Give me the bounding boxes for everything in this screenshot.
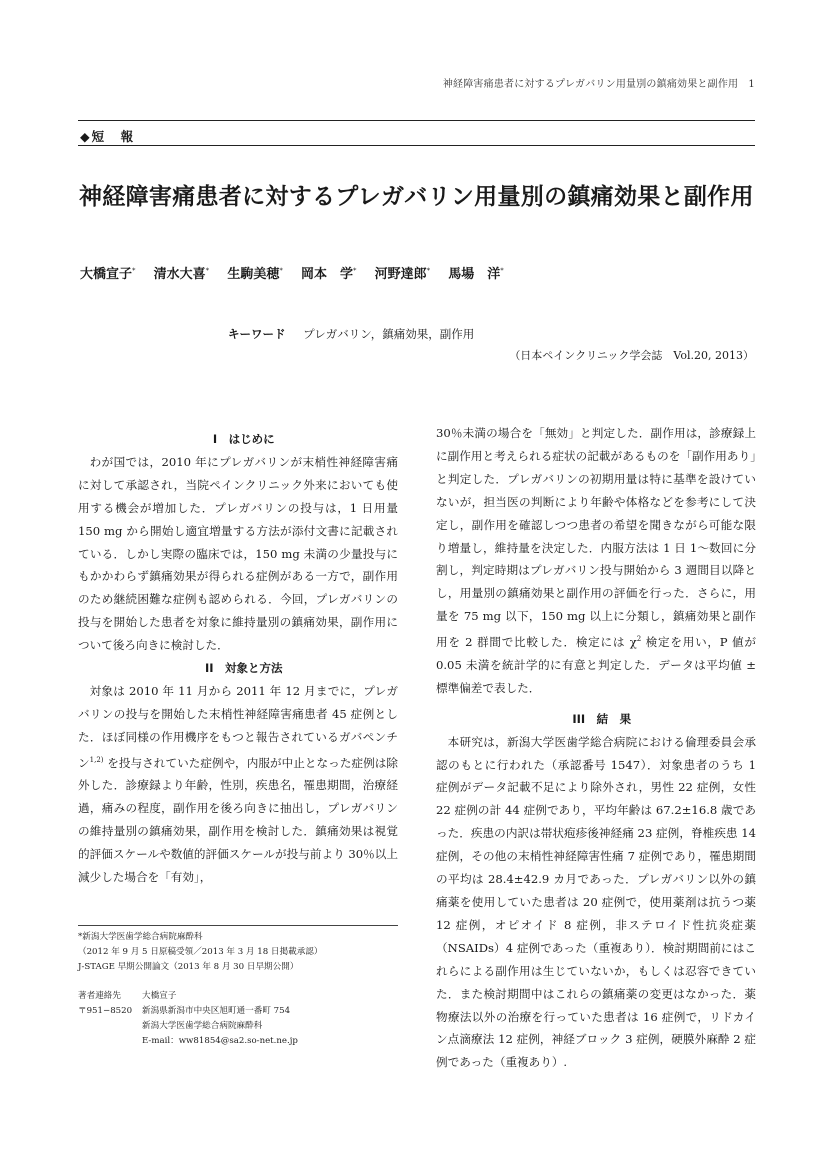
intro-paragraph: わが国では，2010 年にプレガバリンが末梢性神経障害痛に対して承認され，当院ペインクリニック外来においても使用する機会が増加した．プレガバリンの投与は，1 日用量 150 mg から開始し適宜増量する方法が添付文書に記載されている．しかし実際の臨床では，150 mg 未満の少量投与にもかかわらず鎮痛効果が得られる症例がある一方で，副作用のため継続困難な症例も認められる．今回，プレガバリンの投与を開始した患者を対象に維持量別の鎮痛効果，副作用について後ろ向きに検討した．: [78, 454, 398, 653]
contact-label: 著者連絡先: [78, 991, 121, 1001]
journal-citation: （日本ペインクリニック学会誌 Vol.20, 2013）: [509, 349, 754, 362]
section-heading-methods: II 対象と方法: [204, 661, 283, 676]
contact-address: 新潟県新潟市中央区旭町通一番町 754: [142, 1006, 291, 1016]
methods-paragraph-part1: 対象は 2010 年 11 月から 2011 年 12 月までに，プレガバリンの投与を開始した末梢性神経障害痛患者 45 症例とした．ほぼ同様の作用機序をもつと報告されているガバペンチン$^{1,2)}$ を投与されていた症例や，内服が中止となった症例は除外した．診療録より年齢，性別，疾患名，罹患期間，治療経過，痛みの程度，副作用を後ろ向きに抽出し，プレガバリンの維持量別の鎮痛効果，副作用を検討した．鎮痛効果は視覚的評価スケールや数値的評価スケールが投与前より 30％以上減少した場合を「有効」，: [78, 683, 398, 885]
footnotes: [78, 930, 408, 975]
section-heading-introduction: I はじめに: [212, 432, 275, 446]
author-list: [80, 263, 518, 282]
article-title: 神経障害痛患者に対するプレガバリン用量別の鎮痛効果と副作用: [79, 184, 754, 210]
author: 馬場 洋*: [448, 266, 504, 282]
author: 清水大喜*: [153, 266, 210, 282]
keywords-label: キーワード: [228, 327, 286, 341]
section-rule: [78, 145, 755, 146]
left-column: [78, 428, 398, 889]
keywords-text: プレガバリン，鎮痛効果，副作用: [303, 327, 475, 341]
running-head: 神経障害痛患者に対するプレガバリン用量別の鎮痛効果と副作用 1: [442, 79, 755, 90]
received-note: （2012 年 9 月 5 日原稿受領／2013 年 3 月 18 日掲載承認）: [78, 947, 323, 957]
contact-email: E-mail：ww81854@sa2.so-net.ne.jp: [142, 1036, 298, 1046]
right-column: [436, 422, 756, 1074]
keywords: [228, 326, 474, 342]
jstage-note: J-STAGE 早期公開論文（2013 年 8 月 30 日早期公開）: [78, 962, 299, 972]
contact-dept: 新潟大学医歯学総合病院麻酔科: [142, 1021, 263, 1031]
top-rule: [78, 120, 755, 121]
author: 岡本 学*: [300, 266, 357, 282]
affiliation-note: *新潟大学医歯学総合病院麻酔科: [78, 932, 203, 942]
postal-code: 〒951−8520: [78, 1006, 133, 1016]
section-label: ◆短 報: [80, 129, 136, 144]
author: 河野達郎*: [374, 266, 431, 282]
author: 生駒美穂*: [227, 266, 283, 282]
methods-paragraph-part2: 30％未満の場合を「無効」と判定した．副作用は，診療録上に副作用と考えられる症状の記載があるものを「副作用あり」と判定した．プレガバリンの初期用量は特に基準を設けていないが，担当医の判断により年齢や体格などを参考にして決定し，副作用を確認しつつ患者の希望を聞きながら可能な限り増量し，維持量を決定した．内服方法は 1 日 1〜数回に分割し，判定時期はプレガバリン投与開始から 3 週間目以降とし，用量別の鎮痛効果と副作用の評価を行った．さらに，用量を 75 mg 以下，150 mg 以上に分類し，鎮痛効果と副作用を 2 群間で比較した．検定には $\chi^2$ 検定を用い，P 値が 0.05 未満を統計学的に有意と判定した．データは平均値 ± 標準偏差で表した．: [436, 426, 756, 695]
footnote-rule: [78, 925, 398, 926]
contact-info: [78, 989, 298, 1049]
results-paragraph: 本研究は，新潟大学医歯学総合病院における倫理委員会承認のもとに行われた（承認番号 1547）．対象患者のうち 1 症例がデータ記載不足により除外され，男性 22 症例，女性 22 症例の計 44 症例であり，平均年齢は 67.2±16.8 歳であった．疾患の内訳は帯状疱疹後神経痛 23 症例，脊椎疾患 14 症例，その他の末梢性神経障害性痛 7 症例であり，罹患期間の平均は 28.4±42.9 カ月であった．プレガバリン以外の鎮痛薬を使用していた患者は 20 症例で，使用薬剤は抗うつ薬 12 症例，オピオイド 8 症例，非ステロイド性抗炎症薬（NSAIDs）4 症例であった（重複あり）．検討期間前にはこれらによる副作用は生じていないか，もしくは忍容できていた．また検討期間中はこれらの鎮痛薬の変更はなかった．薬物療法以外の治療を行っていた患者は 16 症例で，リドカイン点滴療法 12 症例，神経ブロック 3 症例，硬膜外麻酔 2 症例であった（重複あり）.: [436, 734, 756, 1070]
contact-name: 大橋宣子: [142, 991, 177, 1001]
author: 大橋宣子*: [80, 266, 136, 282]
section-heading-results: III 結 果: [572, 711, 632, 726]
